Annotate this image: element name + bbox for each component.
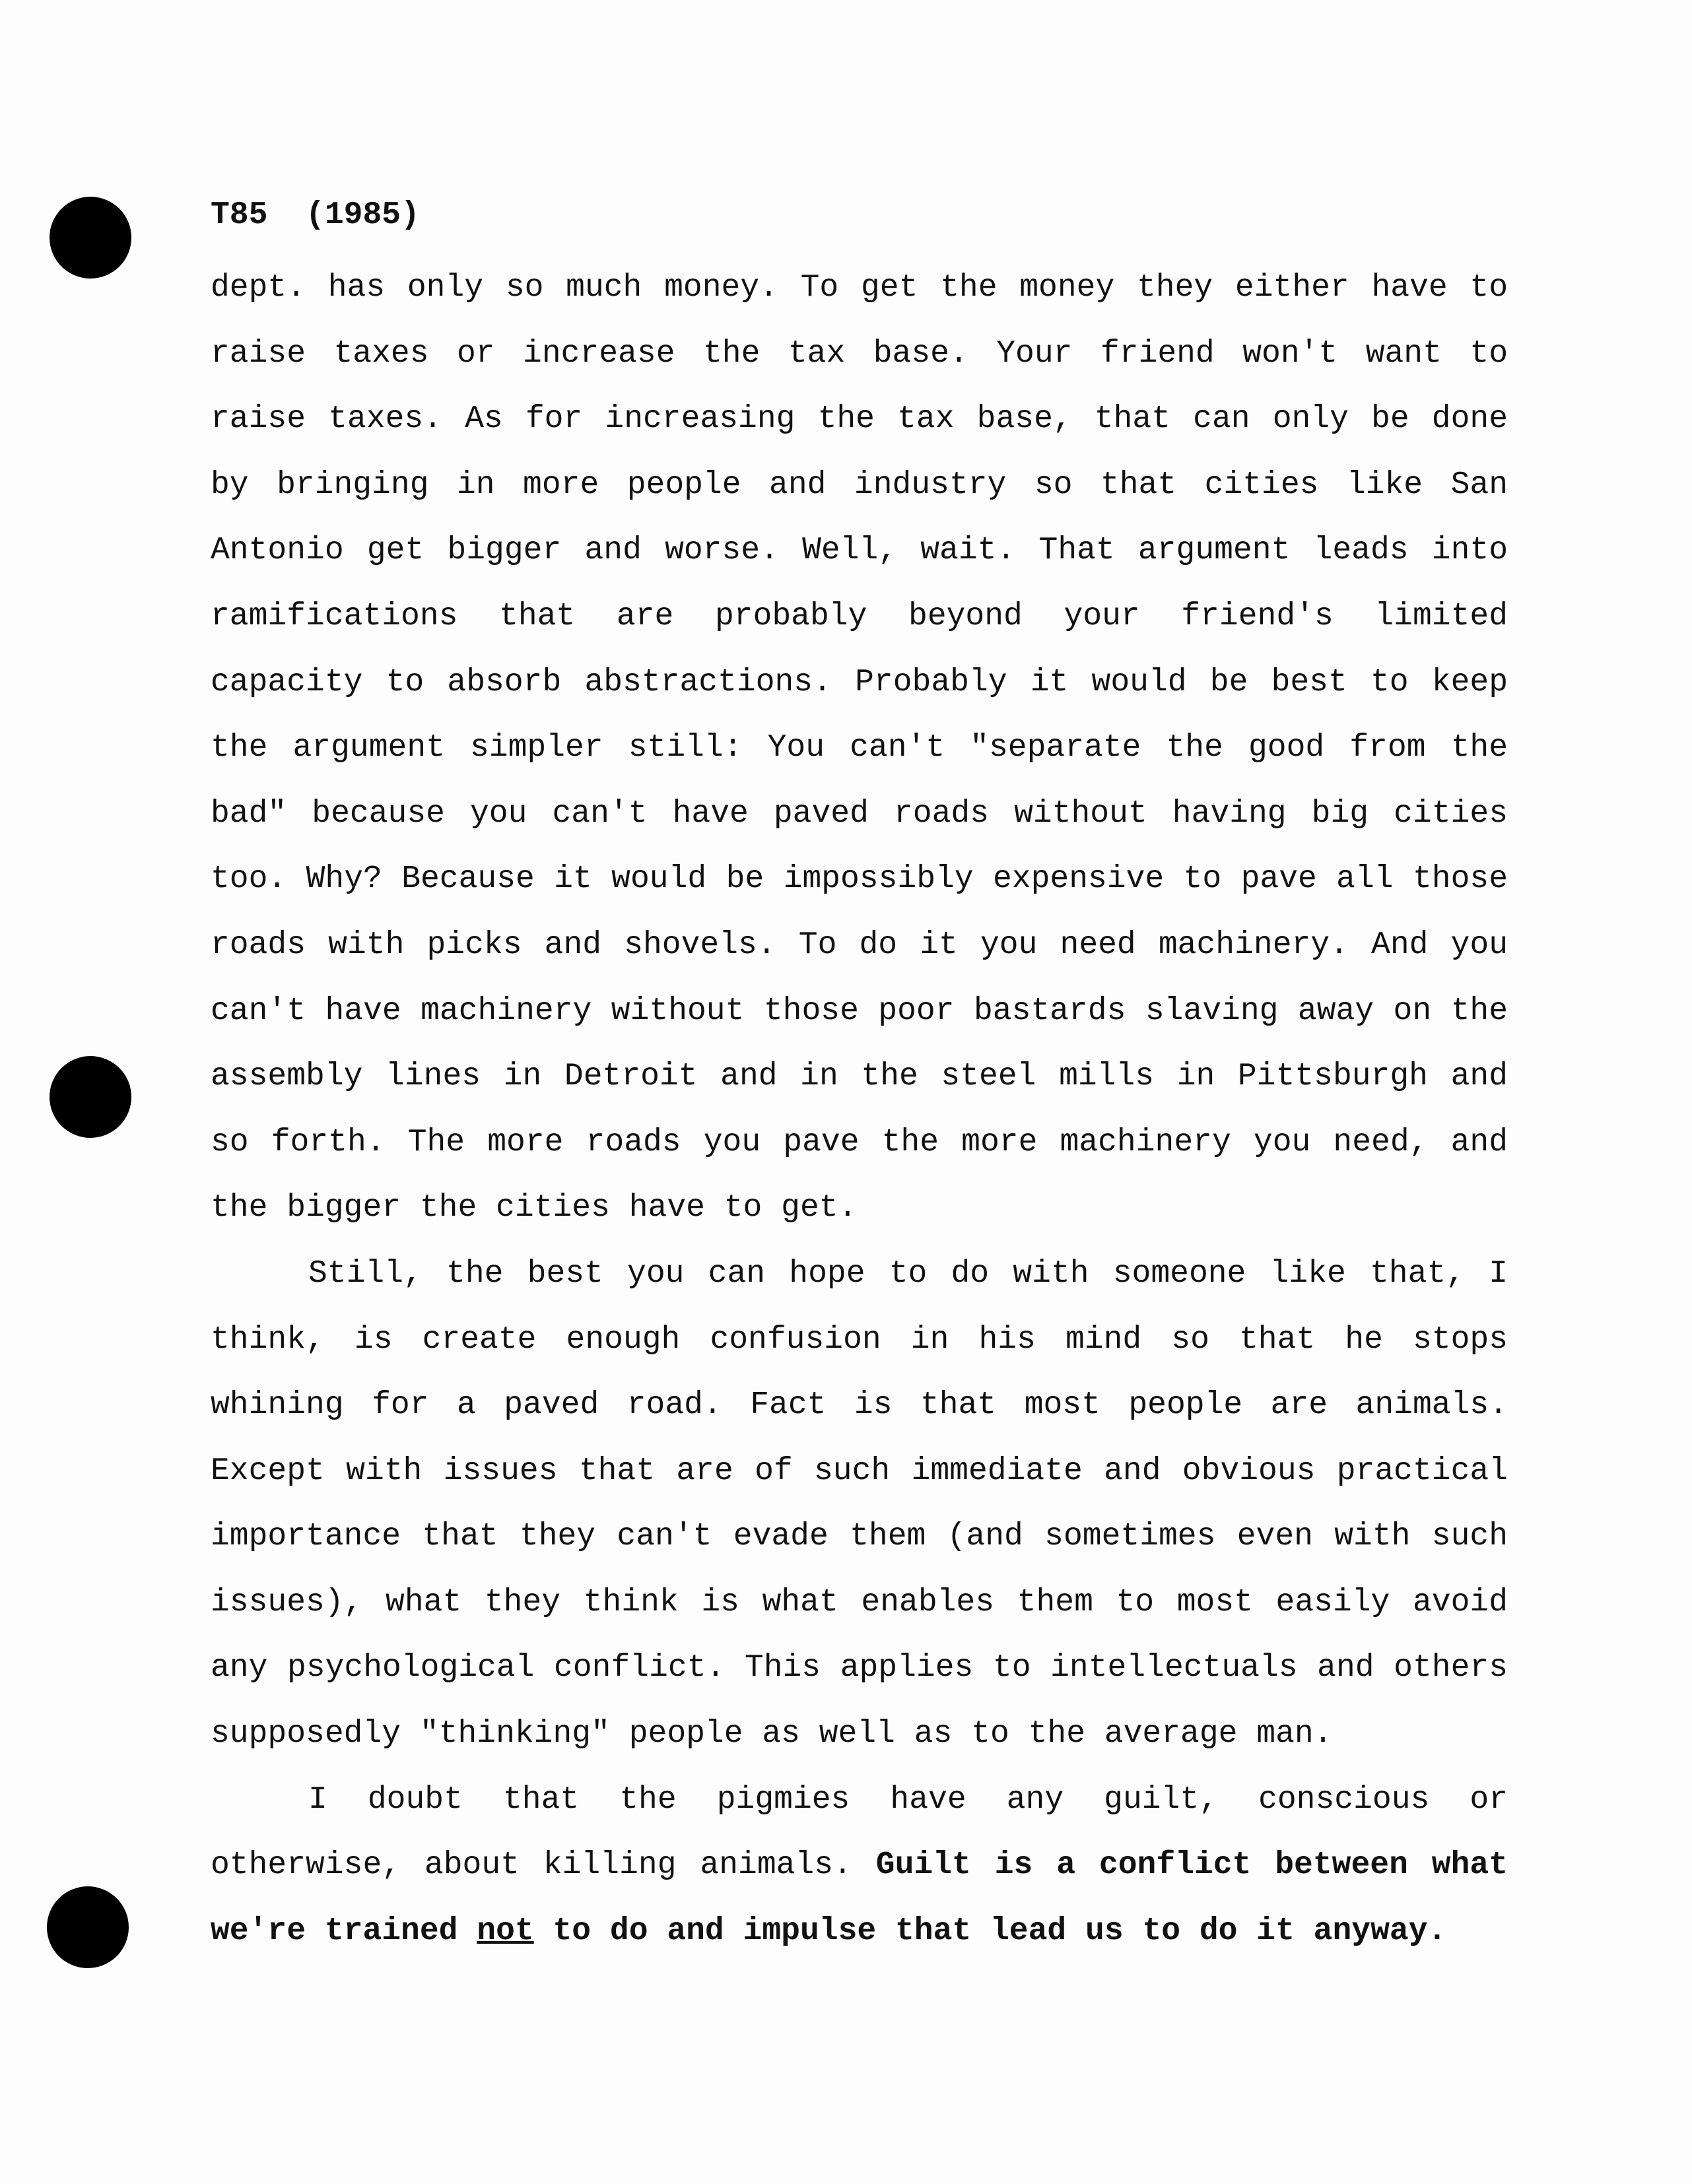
binder-hole-top — [50, 197, 131, 279]
paragraph-pigmies — [211, 1768, 1508, 1965]
paragraph-continued: dept. has only so much money. To get the money they either have to raise taxes or increase the tax base. Your friend won't want to raise taxes. As for increasing the tax base, that can only be done by bringing in more people and industry so that cities like San Antonio get bigger and worse. Well, wait. That argument leads into ramifications that are probably beyond your friend's limited capacity to absorb abstractions. Probably it would be best to keep the argument simpler still: You can't "separate the good from the bad" because you can't have paved roads without having big cities too. Why? Because it would be impossibly expensive to pave all those roads with picks and shovels. To do it you need machinery. And you can't have machinery without those poor bastards slaving away on the assembly lines in Detroit and in the steel mills in Pittsburgh and so forth. The more roads you pave the more machinery you need, and the bigger the cities have to get. — [211, 270, 1508, 1226]
document-body — [211, 195, 1508, 1964]
guilt-sentence-start: Guilt is a conflict between what we're trained — [211, 1847, 1508, 1949]
pigmies-sentence: I doubt that the pigmies have any guilt, conscious or otherwise, about killing animals. — [211, 1781, 1508, 1884]
document-code: T85 — [211, 197, 268, 233]
document-year: (1985) — [306, 197, 420, 233]
binder-hole-bottom — [47, 1886, 129, 1968]
page-header — [211, 195, 1508, 236]
guilt-sentence-end: to do and impulse that lead us to do it anyway. — [533, 1913, 1447, 1949]
binder-hole-middle — [50, 1056, 131, 1138]
paragraph-still: Still, the best you can hope to do with someone like that, I think, is create enough confusion in his mind so that he stops whining for a paved road. Fact is that most people are animals. Except with issues that are of such immediate and obvious practical importance that they can't evade them (and sometimes even with such issues), what they think is what enables them to most easily avoid any psychological conflict. This applies to intellectuals and others supposedly "thinking" people as well as to the average man. — [211, 1255, 1508, 1752]
emphasized-not: not — [477, 1913, 534, 1949]
